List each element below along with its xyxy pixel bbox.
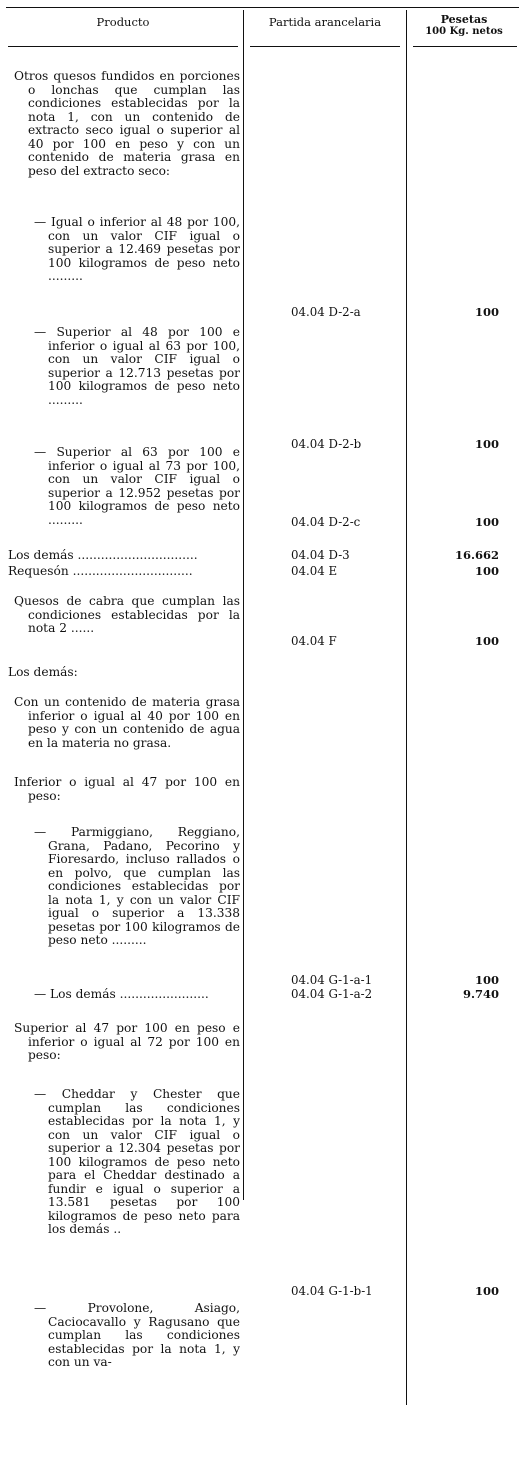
product-text: — Superior al 48 por 100 e inferior o igual al 63 por 100, con un valor CIF igual o superior a 12.713 pesetas por 100 kilogramos de peso neto ......... [34,325,240,407]
partida-code: 04.04 G-1-b-1 [291,1284,373,1298]
header-partida: Partida arancelaria [268,15,382,29]
product-text: — Provolone, Asiago, Caciocavallo y Ragusano que cumplan las condiciones establecidas por la nota 1, y con un va- [34,1301,240,1369]
partida-code: 04.04 E [291,564,338,578]
product-text: Con un contenido de materia grasa inferior o igual al 40 por 100 en peso y con un contenido de agua en la materia no grasa. [14,695,240,750]
partida-code: 04.04 D-2-c [291,515,361,529]
header-producto: Producto [96,15,150,29]
partida-code: 04.04 F [291,634,337,648]
partida-code: 04.04 D-2-a [291,305,361,319]
header-pesetas [410,14,518,38]
partida-code: 04.04 G-1-a-1 [291,973,373,987]
header-pesetas-unit: 100 Kg. netos [425,26,503,37]
pesetas-value: 9.740 [462,987,499,1001]
header-rule [8,46,238,47]
pesetas-value: 100 [474,973,499,987]
pesetas-value: 100 [474,564,499,578]
header-rule [250,46,400,47]
pesetas-value: 100 [474,1284,499,1298]
product-text: Los demás: [8,665,78,679]
partida-code: 04.04 G-1-a-2 [291,987,373,1001]
product-text: Requesón ............................... [8,564,193,578]
partida-code: 04.04 D-3 [291,548,350,562]
pesetas-value: 100 [474,305,499,319]
pesetas-value: 16.662 [454,548,499,562]
product-text: Otros quesos fundidos en porciones o lonchas que cumplan las condiciones establecidas por la nota 1, con un contenido de extracto seco igual o superior al 40 por 100 en peso y con un contenido de materia grasa en peso del extracto seco: [14,69,240,178]
product-text: — Superior al 63 por 100 e inferior o igual al 73 por 100, con un valor CIF igual o superior a 12.952 pesetas por 100 kilogramos de peso neto ......... [34,445,240,527]
column-divider [406,10,407,1405]
pesetas-value: 100 [474,437,499,451]
product-text: — Los demás ....................... [34,987,209,1001]
partida-code: 04.04 D-2-b [291,437,362,451]
column-divider [243,10,244,1200]
header-pesetas-label: Pesetas [440,13,488,26]
product-text: — Igual o inferior al 48 por 100, con un valor CIF igual o superior a 12.469 pesetas por 100 kilogramos de peso neto ......... [34,215,240,283]
product-text: Inferior o igual al 47 por 100 en peso: [14,775,240,803]
product-text: Quesos de cabra que cumplan las condiciones establecidas por la nota 2 ...... [14,594,240,635]
product-text: — Cheddar y Chester que cumplan las condiciones establecidas por la nota 1, y con un valor CIF igual o superior a 12.304 pesetas por 100 kilogramos de peso neto para el Cheddar destinado a fundir e igual o superior a 13.581 pesetas por 100 kilogramos de peso neto para los demás .. [34,1087,240,1236]
header-rule [413,46,517,47]
pesetas-value: 100 [474,515,499,529]
product-text: — Parmiggiano, Reggiano, Grana, Padano, Pecorino y Fioresardo, incluso rallados o en polvo, que cumplan las condiciones establecidas por la nota 1, y con un valor CIF igual o superior a 13.338 pesetas por 100 kilogramos de peso neto ......... [34,825,240,947]
top-rule [6,7,519,8]
product-text: Los demás ............................... [8,548,198,562]
pesetas-value: 100 [474,634,499,648]
product-text: Superior al 47 por 100 en peso e inferior o igual al 72 por 100 en peso: [14,1021,240,1062]
